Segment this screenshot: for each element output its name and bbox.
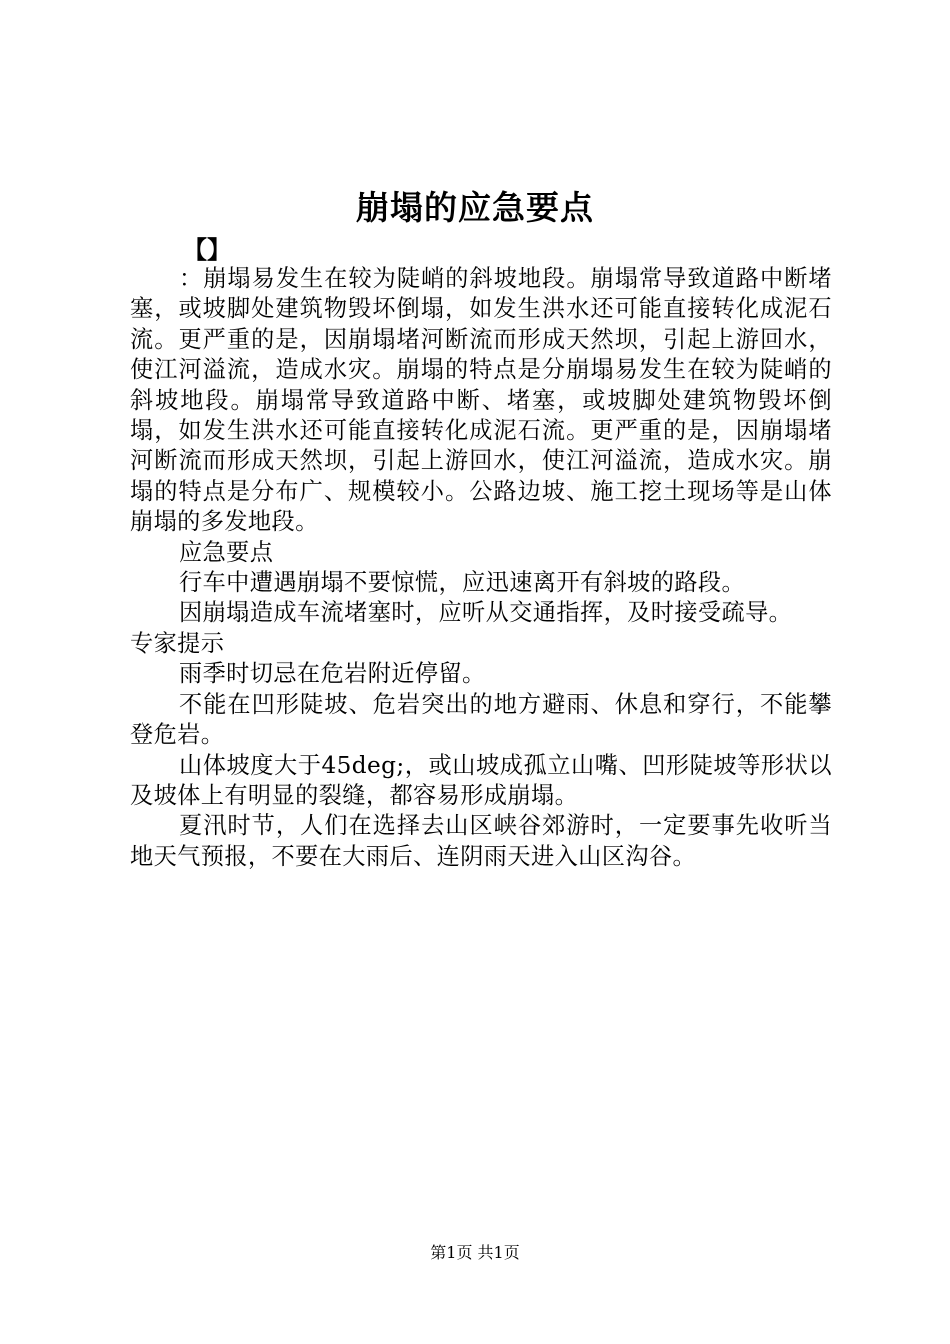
heading-emergency-points: 应急要点 [179, 538, 274, 566]
document-subtitle: 【】 [183, 235, 231, 264]
page-number: 第1页 [430, 1243, 473, 1262]
paragraph-driving: 行车中遭遇崩塌不要惊慌，应迅速离开有斜坡的路段。 [179, 569, 746, 597]
paragraph-summer-flood: 夏汛时节，人们在选择去山区峡谷郊游时，一定要事先收听当地天气预报，不要在大雨后、连阴雨天进入山区沟谷。 [130, 812, 832, 870]
paragraph-shelter: 不能在凹形陡坡、危岩突出的地方避雨、休息和穿行，不能攀登危岩。 [130, 690, 832, 749]
document-title: 崩塌的应急要点 [356, 188, 594, 227]
page-footer [0, 1241, 950, 1265]
paragraph-intro: ：崩塌易发生在较为陡峭的斜坡地段。崩塌常导致道路中断堵塞，或坡脚处建筑物毁坏倒塌，如发生洪水还可能直接转化成泥石流。更严重的是，因崩塌堵河断流而形成天然坝，引起上游回水，使江河溢流，造成水灾。崩塌的特点是分崩塌易发生在较为陡峭的斜坡地段。崩塌常导致道路中断、堵塞，或坡脚处建筑物毁坏倒塌，如发生洪水还可能直接转化成泥石流。更严重的是，因崩塌堵河断流而形成天然坝，引起上游回水，使江河溢流，造成水灾。崩塌的特点是分布广、规模较小。公路边坡、施工挖土现场等是山体崩塌的多发地段。 [130, 265, 832, 536]
paragraph-traffic: 因崩塌造成车流堵塞时，应听从交通指挥，及时接受疏导。 [179, 599, 793, 627]
document-body [130, 264, 832, 872]
heading-expert-tips: 专家提示 [130, 629, 225, 657]
page-total: 共1页 [477, 1243, 520, 1262]
paragraph-rainy-season: 雨季时切忌在危岩附近停留。 [179, 660, 486, 688]
paragraph-slope: 山体坡度大于45deg;，或山坡成孤立山嘴、凹形陡坡等形状以及坡体上有明显的裂缝，都容易形成崩塌。 [130, 751, 832, 809]
